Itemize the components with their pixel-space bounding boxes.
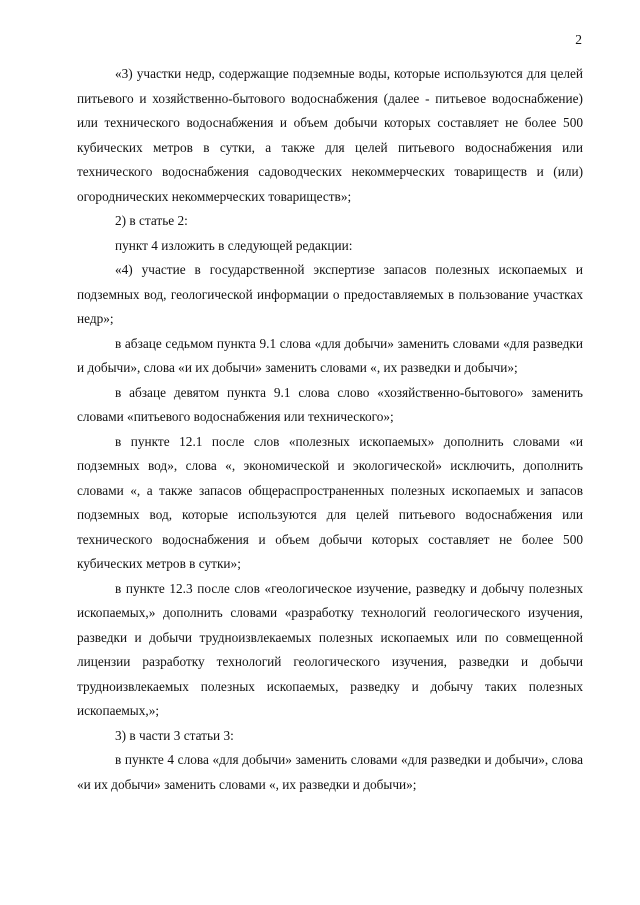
paragraph: пункт 4 изложить в следующей редакции: (115, 237, 353, 253)
paragraph: в абзаце седьмом пункта 9.1 слова «для добычи» заменить словами «для разведки и добычи», слова «и их добычи» заменить словами «, их разведки и добычи»; (77, 335, 583, 375)
paragraph: в пункте 12.3 после слов «геологическое изучение, разведку и добычу полезных ископаемых,» дополнить словами «разработку технологий геологического изучения, разведки и добычи трудноизвлекаемых полезных ископаемых или по совмещенной лицензии разработку технологий геологического изучения, разведки и добычи трудноизвлекаемых полезных ископаемых, разведку и добычу таких полезных ископаемых,»; (77, 580, 583, 718)
page-number: 2 (575, 32, 582, 47)
paragraph: 2) в статье 2: (115, 213, 188, 228)
paragraph: в пункте 4 слова «для добычи» заменить словами «для разведки и добычи», слова «и их добычи» заменить словами «, их разведки и добычи»; (77, 752, 583, 792)
paragraph: в пункте 12.1 после слов «полезных ископаемых» дополнить словами «и подземных вод», слова «, экономической и экологической» исключить, дополнить словами «, а также запасов общераспространенных полезных ископаемых и запасов подземных вод, которые используются для целей питьевого водоснабжения или технического водоснабжения и объем добычи которых составляет не более 500 кубических метров в сутки»; (77, 433, 583, 571)
document-body (77, 62, 583, 797)
paragraph: «3) участки недр, содержащие подземные воды, которые используются для целей питьевого и хозяйственно-бытового водоснабжения (далее - питьевое водоснабжение) или технического водоснабжения и объем добычи которых составляет не более 500 кубических метров в сутки, а также для целей питьевого водоснабжения или технического водоснабжения садоводческих некоммерческих товариществ и (или) огороднических некоммерческих товариществ»; (77, 66, 583, 204)
paragraph: 3) в части 3 статьи 3: (115, 727, 234, 743)
paragraph: в абзаце девятом пункта 9.1 слова слово «хозяйственно-бытового» заменить словами «питьевого водоснабжения или технического»; (77, 384, 583, 424)
paragraph: «4) участие в государственной экспертизе запасов полезных ископаемых и подземных вод, геологической информации о предоставляемых в пользование участках недр»; (77, 262, 583, 326)
